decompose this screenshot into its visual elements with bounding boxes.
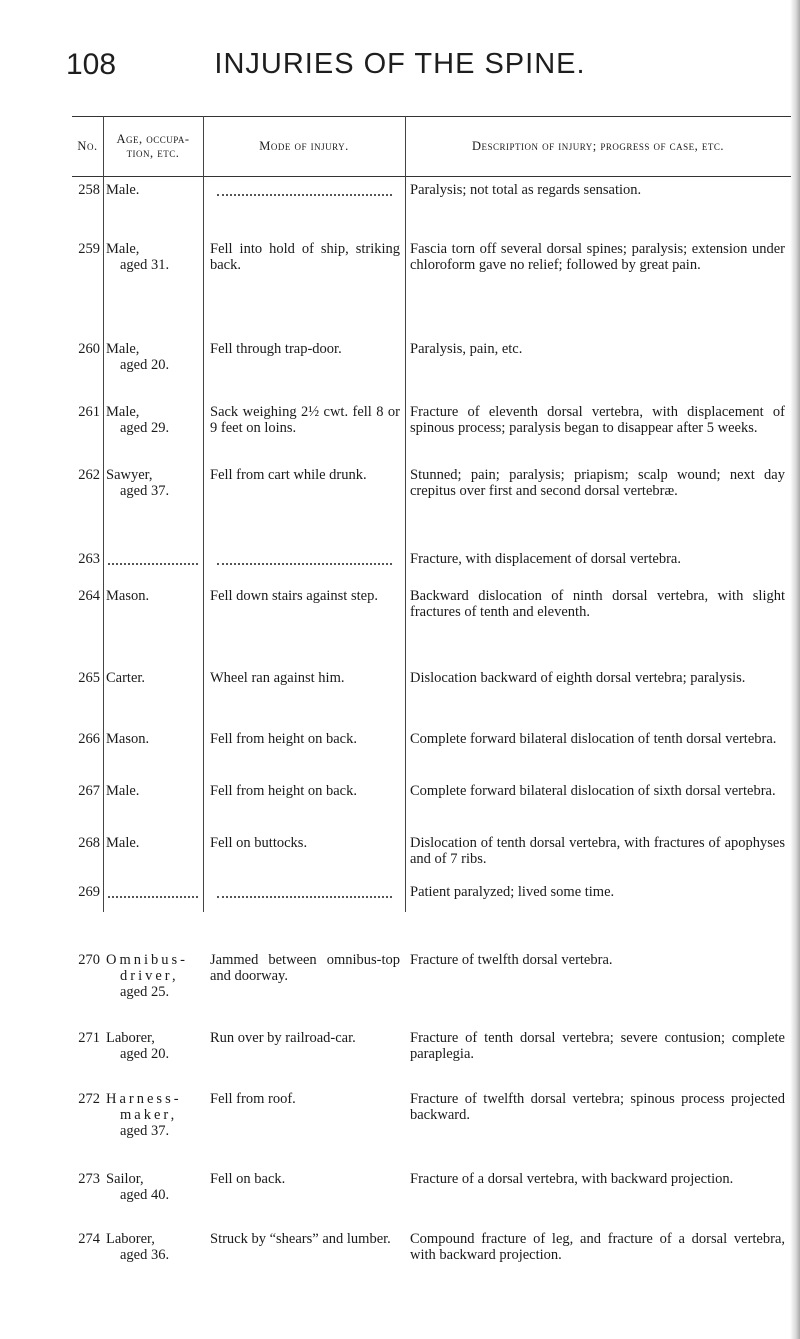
case-number: 273 bbox=[78, 1171, 100, 1187]
header-age bbox=[103, 116, 203, 176]
mode-of-injury: Fell from cart while drunk. bbox=[210, 467, 367, 483]
case-number: 274 bbox=[78, 1231, 100, 1247]
age-line: Mason. bbox=[106, 588, 150, 604]
case-number: 268 bbox=[78, 835, 100, 851]
description: Dislocation backward of eighth dorsal vertebra; paralysis. bbox=[410, 670, 746, 686]
case-number: 270 bbox=[78, 952, 100, 968]
header-age-line1: Age, occupa- bbox=[116, 132, 190, 146]
age-line: aged 29. bbox=[120, 420, 170, 436]
dotted-leader bbox=[217, 194, 392, 196]
case-number: 265 bbox=[78, 670, 100, 686]
age-occupation bbox=[106, 182, 198, 198]
description: Compound fracture of leg, and fracture of a dorsal vertebra, with backward projection. bbox=[410, 1231, 785, 1263]
case-number: 269 bbox=[78, 884, 100, 900]
page-number: 108 bbox=[66, 48, 117, 81]
mode-of-injury: Fell from height on back. bbox=[210, 783, 357, 799]
case-number: 260 bbox=[78, 341, 100, 357]
column-rule bbox=[103, 116, 104, 912]
description: Stunned; pain; paralysis; priapism; scalp wound; next day crepitus over first and second dorsal vertebræ. bbox=[410, 467, 785, 499]
description: Dislocation of tenth dorsal vertebra, with fractures of apophyses and of 7 ribs. bbox=[410, 835, 785, 867]
age-line: Laborer, bbox=[106, 1231, 155, 1247]
age-line: Mason. bbox=[106, 731, 150, 747]
age-occupation bbox=[106, 1231, 198, 1263]
age-line: Harness- bbox=[106, 1091, 182, 1107]
case-number: 272 bbox=[78, 1091, 100, 1107]
header-no bbox=[72, 116, 103, 176]
age-line: aged 37. bbox=[120, 483, 170, 499]
column-rule bbox=[203, 116, 204, 912]
age-line: driver, bbox=[120, 968, 179, 984]
description: Fracture of a dorsal vertebra, with backward projection. bbox=[410, 1171, 734, 1187]
age-occupation bbox=[106, 783, 198, 799]
age-line: aged 20. bbox=[120, 1046, 170, 1062]
age-line: Sailor, bbox=[106, 1171, 144, 1187]
age-occupation bbox=[106, 341, 198, 373]
running-head: INJURIES OF THE SPINE. bbox=[214, 48, 586, 80]
age-line: Male, bbox=[106, 341, 140, 357]
description: Fracture of eleventh dorsal vertebra, with displacement of spinous process; paralysis began to disappear after 5 weeks. bbox=[410, 404, 785, 436]
description: Fracture of tenth dorsal vertebra; severe contusion; complete paraplegia. bbox=[410, 1030, 785, 1062]
mode-of-injury: Run over by railroad-car. bbox=[210, 1030, 356, 1046]
age-line: Male, bbox=[106, 241, 140, 257]
description: Fracture of twelfth dorsal vertebra. bbox=[410, 952, 613, 968]
age-line: Male, bbox=[106, 404, 140, 420]
age-line: maker, bbox=[120, 1107, 178, 1123]
mode-of-injury: Fell down stairs against step. bbox=[210, 588, 378, 604]
case-number: 267 bbox=[78, 783, 100, 799]
mode-of-injury: Wheel ran against him. bbox=[210, 670, 345, 686]
mode-of-injury: Jammed between omnibus-top and doorway. bbox=[210, 952, 400, 984]
description: Paralysis; not total as regards sensation. bbox=[410, 182, 642, 198]
description: Complete forward bilateral dislocation of sixth dorsal vertebra. bbox=[410, 783, 776, 799]
age-line: Sawyer, bbox=[106, 467, 153, 483]
column-rule bbox=[405, 116, 406, 912]
age-line: aged 25. bbox=[120, 984, 170, 1000]
age-occupation bbox=[106, 835, 198, 851]
age-line: Laborer, bbox=[106, 1030, 155, 1046]
case-table bbox=[72, 116, 791, 1263]
header-mode bbox=[203, 116, 405, 176]
mode-of-injury: Fell from roof. bbox=[210, 1091, 296, 1107]
mode-of-injury: Sack weighing 2½ cwt. fell 8 or 9 feet on loins. bbox=[210, 404, 400, 436]
mode-of-injury: Struck by “shears” and lumber. bbox=[210, 1231, 391, 1247]
age-line: aged 31. bbox=[120, 257, 170, 273]
age-occupation bbox=[106, 1091, 198, 1139]
age-line: Male. bbox=[106, 182, 140, 198]
header-description-text: Description of injury; progress of case, etc. bbox=[471, 139, 725, 153]
header-mode-text: Mode of injury. bbox=[259, 139, 349, 153]
case-number: 262 bbox=[78, 467, 100, 483]
header-age-line2: tion, etc. bbox=[126, 146, 180, 160]
case-number: 259 bbox=[78, 241, 100, 257]
age-occupation bbox=[106, 588, 198, 604]
dotted-leader bbox=[108, 896, 198, 898]
description: Fracture, with displacement of dorsal vertebra. bbox=[410, 551, 681, 567]
header-rule bbox=[72, 176, 791, 177]
age-occupation bbox=[106, 952, 198, 1000]
age-occupation bbox=[106, 731, 198, 747]
case-number: 261 bbox=[78, 404, 100, 420]
age-line: aged 20. bbox=[120, 357, 170, 373]
age-occupation bbox=[106, 1030, 198, 1062]
case-number: 263 bbox=[78, 551, 100, 567]
age-line: Male. bbox=[106, 835, 140, 851]
case-number: 264 bbox=[78, 588, 100, 604]
mode-of-injury: Fell through trap-door. bbox=[210, 341, 342, 357]
description: Complete forward bilateral dislocation of tenth dorsal vertebra. bbox=[410, 731, 777, 747]
age-occupation bbox=[106, 404, 198, 436]
age-occupation bbox=[106, 670, 198, 686]
mode-of-injury: Fell on buttocks. bbox=[210, 835, 308, 851]
description: Patient paralyzed; lived some time. bbox=[410, 884, 615, 900]
age-occupation bbox=[106, 467, 198, 499]
case-number: 271 bbox=[78, 1030, 100, 1046]
age-occupation bbox=[106, 1171, 198, 1203]
description: Backward dislocation of ninth dorsal vertebra, with slight fractures of tenth and eleventh. bbox=[410, 588, 785, 620]
description: Paralysis, pain, etc. bbox=[410, 341, 523, 357]
header-no-text: No. bbox=[77, 139, 98, 153]
header-description bbox=[405, 116, 791, 176]
age-line: aged 36. bbox=[120, 1247, 170, 1263]
mode-of-injury: Fell on back. bbox=[210, 1171, 286, 1187]
mode-of-injury: Fell from height on back. bbox=[210, 731, 357, 747]
dotted-leader bbox=[108, 563, 198, 565]
dotted-leader bbox=[217, 896, 392, 898]
case-number: 258 bbox=[78, 182, 100, 198]
description: Fascia torn off several dorsal spines; paralysis; extension under chloroform gave no relief; followed by great pain. bbox=[410, 241, 785, 273]
dotted-leader bbox=[217, 563, 392, 565]
binding-edge bbox=[790, 0, 800, 1339]
age-occupation bbox=[106, 241, 198, 273]
description: Fracture of twelfth dorsal vertebra; spinous process projected backward. bbox=[410, 1091, 785, 1123]
mode-of-injury: Fell into hold of ship, striking back. bbox=[210, 241, 400, 273]
case-number: 266 bbox=[78, 731, 100, 747]
age-line: Omnibus- bbox=[106, 952, 188, 968]
age-line: aged 40. bbox=[120, 1187, 170, 1203]
age-line: Carter. bbox=[106, 670, 146, 686]
age-line: aged 37. bbox=[120, 1123, 170, 1139]
age-line: Male. bbox=[106, 783, 140, 799]
